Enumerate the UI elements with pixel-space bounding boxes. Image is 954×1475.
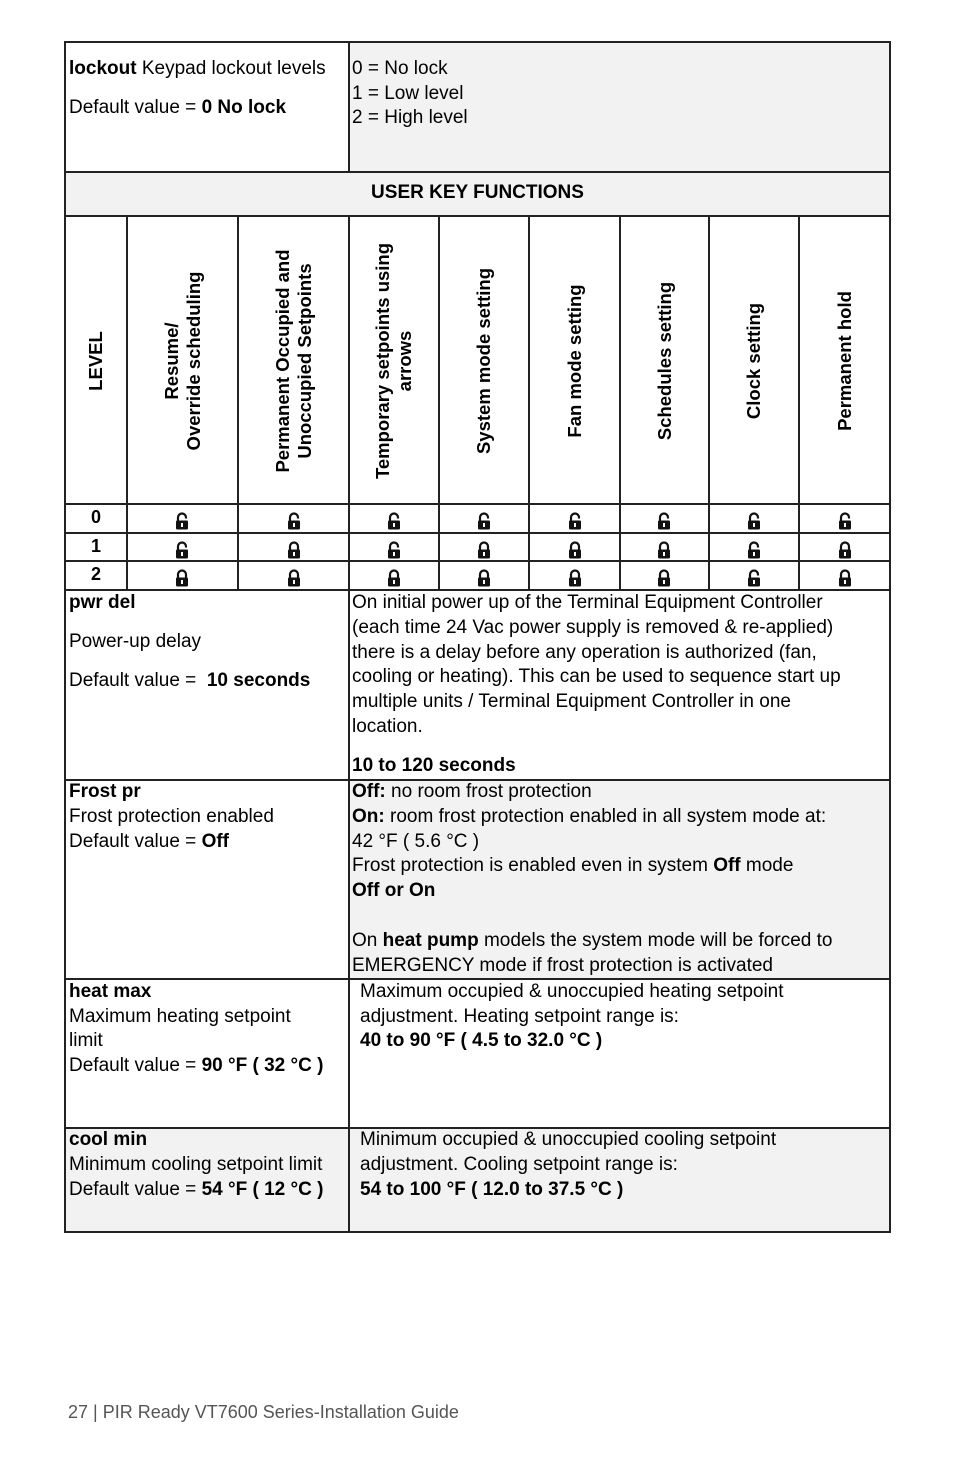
lock-open-icon <box>286 512 302 530</box>
lock-closed-icon <box>567 541 583 559</box>
cool-min-line-2: adjustment. Cooling setpoint range is: <box>360 1154 678 1175</box>
header-cell-permanent-setpoints <box>239 217 348 504</box>
heat-max-desc-1: Maximum heating setpoint <box>69 1006 291 1027</box>
heat-max-range: 40 to 90 °F ( 4.5 to 32.0 °C ) <box>360 1030 603 1051</box>
header-schedules: Schedules setting <box>653 281 675 440</box>
lock-open-icon <box>174 541 190 559</box>
lockout-option-2: 2 = High level <box>352 107 468 128</box>
header-level: LEVEL <box>85 330 106 391</box>
lock-open-icon <box>656 512 672 530</box>
lock-open-icon <box>567 512 583 530</box>
pwr-del-range: 10 to 120 seconds <box>352 755 516 776</box>
heat-max-line-2: adjustment. Heating setpoint range is: <box>360 1006 679 1027</box>
lockout-default <box>69 96 286 121</box>
level-1: 1 <box>90 536 101 556</box>
lock-closed-icon <box>837 569 853 587</box>
level-2: 2 <box>90 564 101 584</box>
frost-enabled-line: Frost protection is enabled even in system Off mode <box>352 855 794 876</box>
pwr-del-line-4: multiple units / Terminal Equipment Controller in one <box>352 691 791 712</box>
heat-max-name: heat max <box>69 981 152 1002</box>
lock-open-icon <box>386 541 402 559</box>
header-cell-system-mode <box>440 217 528 504</box>
pwr-del-default <box>69 669 310 694</box>
lock-closed-icon <box>567 569 583 587</box>
user-key-functions-title: USER KEY FUNCTIONS <box>371 182 584 203</box>
header-cell-resume <box>128 217 237 504</box>
lock-open-icon <box>386 512 402 530</box>
header-resume-override: Resume/ Override scheduling <box>160 271 204 450</box>
lock-open-icon <box>476 512 492 530</box>
frost-pr-default-prefix: Default value = <box>69 831 202 852</box>
pwr-del-line-3: cooling or heating). This can be used to sequence start up <box>352 666 841 687</box>
header-permanent-setpoints: Permanent Occupied and Unoccupied Setpoints <box>271 248 315 473</box>
frost-temp: 42 °F ( 5.6 °C ) <box>352 831 480 852</box>
pwr-del-desc: Power-up delay <box>69 631 202 652</box>
header-permanent-hold: Permanent hold <box>833 290 855 431</box>
pwr-del-line-5: location. <box>352 716 423 737</box>
pwr-del-line-1: (each time 24 Vac power supply is removed & re-applied) <box>352 617 834 638</box>
cool-min-default: Default value = 54 °F ( 12 °C ) <box>69 1179 324 1200</box>
header-fan-mode: Fan mode setting <box>563 283 585 438</box>
pwr-del-name: pwr del <box>69 592 136 613</box>
frost-off-line: Off: no room frost protection <box>352 781 592 802</box>
lockout-label <box>69 57 326 82</box>
page-footer: 27 | PIR Ready VT7600 Series-Installation Guide <box>68 1402 459 1422</box>
frost-on-line: On: room frost protection enabled in all system mode at: <box>352 806 827 827</box>
pwr-del-default-prefix: Default value = <box>69 670 207 691</box>
header-clock: Clock setting <box>743 302 764 419</box>
lock-open-icon <box>746 569 762 587</box>
cool-min-desc: Minimum cooling setpoint limit <box>69 1154 323 1175</box>
cool-min-range: 54 to 100 °F ( 12.0 to 37.5 °C ) <box>360 1179 624 1200</box>
header-cell-level <box>66 217 126 504</box>
lock-open-icon <box>746 512 762 530</box>
lockout-option-0: 0 = No lock <box>352 58 448 79</box>
frost-heat-pump-line: On heat pump models the system mode will be forced to <box>352 930 833 951</box>
lockout-desc: Keypad lockout levels <box>136 58 326 79</box>
header-cell-fan-mode <box>530 217 619 504</box>
lock-open-icon <box>174 512 190 530</box>
lock-closed-icon <box>656 569 672 587</box>
header-cell-schedules <box>621 217 708 504</box>
cool-min-name: cool min <box>69 1129 148 1150</box>
lock-closed-icon <box>476 541 492 559</box>
header-cell-permanent-hold <box>800 217 889 504</box>
frost-pr-default-value: Off <box>201 831 229 852</box>
lockout-default-value: 0 No lock <box>201 97 287 118</box>
lock-closed-icon <box>476 569 492 587</box>
frost-pr-desc: Frost protection enabled <box>69 806 274 827</box>
header-cell-clock <box>710 217 798 504</box>
heat-max-line-1: Maximum occupied & unoccupied heating setpoint <box>360 981 784 1002</box>
lock-open-icon <box>746 541 762 559</box>
level-0: 0 <box>90 507 101 527</box>
pwr-del-line-2: there is a delay before any operation is authorized (fan, <box>352 642 817 663</box>
header-temporary-setpoints: Temporary setpoints using arrows <box>372 242 415 479</box>
lock-closed-icon <box>286 569 302 587</box>
lock-closed-icon <box>174 569 190 587</box>
pwr-del-line-0: On initial power up of the Terminal Equipment Controller <box>352 592 823 613</box>
lockout-name: lockout <box>69 58 137 79</box>
pwr-del-default-value: 10 seconds <box>206 670 311 691</box>
header-system-mode: System mode setting <box>473 267 494 454</box>
header-cell-temporary-setpoints <box>350 217 438 504</box>
frost-heat-pump-line-2: EMERGENCY mode if frost protection is activated <box>352 955 773 976</box>
cool-min-line-1: Minimum occupied & unoccupied cooling setpoint <box>360 1129 777 1150</box>
frost-range: Off or On <box>352 880 436 901</box>
lock-closed-icon <box>837 541 853 559</box>
lockout-default-prefix: Default value = <box>69 97 202 118</box>
frost-pr-name: Frost pr <box>69 781 141 802</box>
heat-max-desc-2: limit <box>69 1030 103 1051</box>
lockout-option-1: 1 = Low level <box>352 83 464 104</box>
lock-closed-icon <box>656 541 672 559</box>
heat-max-default: Default value = 90 °F ( 32 °C ) <box>69 1055 324 1076</box>
lock-closed-icon <box>286 541 302 559</box>
frost-pr-default <box>69 830 229 855</box>
lock-closed-icon <box>386 569 402 587</box>
lock-open-icon <box>837 512 853 530</box>
